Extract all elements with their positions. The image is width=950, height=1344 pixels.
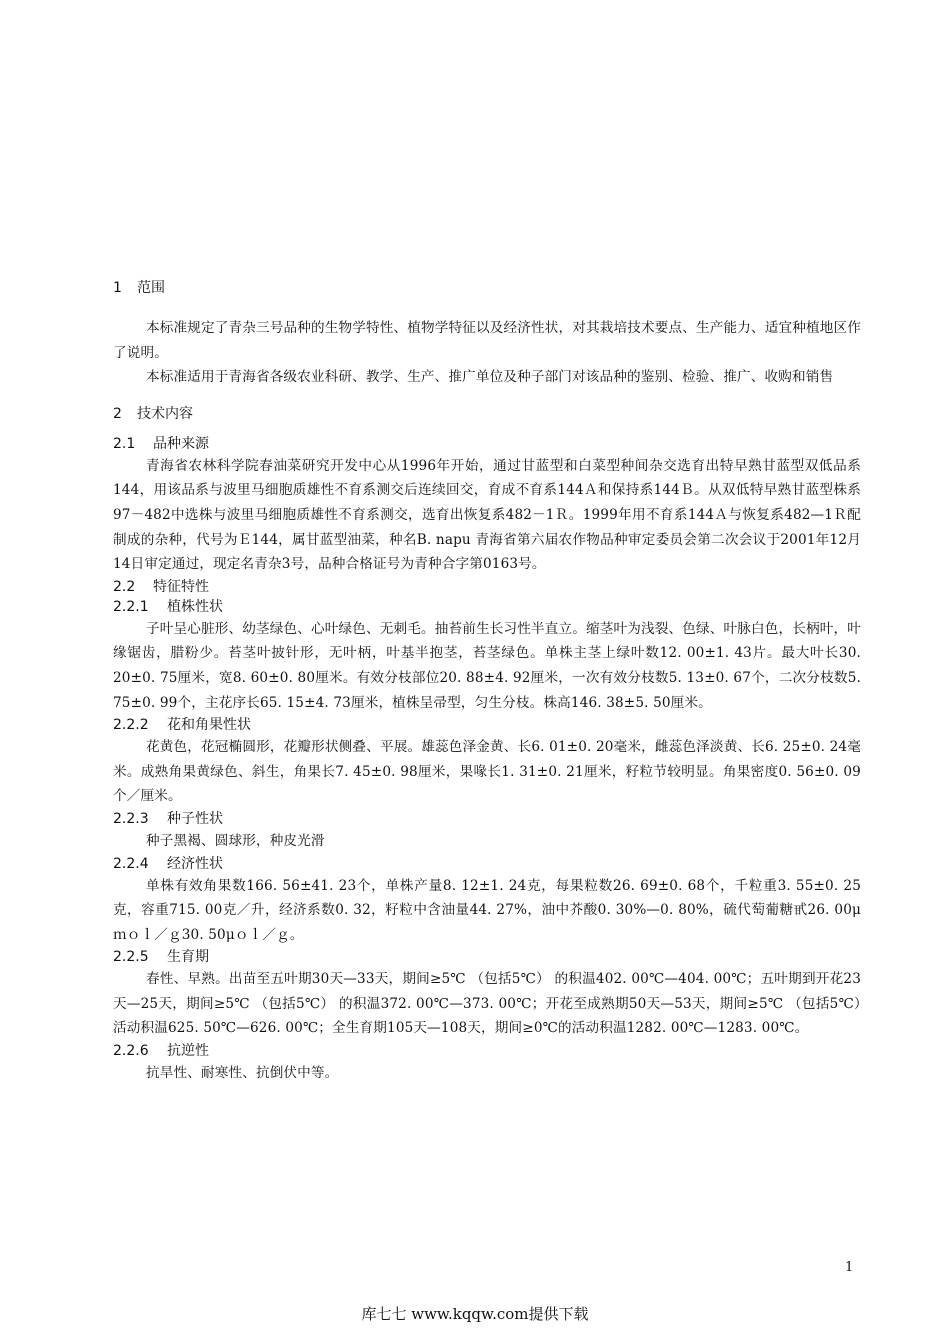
scope-paragraph-1: 本标准规定了青杂三号品种的生物学特性、植物学特征以及经济性状，对其栽培技术要点、生产能力、适宜种植地区作了说明。 — [113, 320, 861, 361]
item-title: 花和角果性状 — [167, 717, 251, 734]
item-title: 抗逆性 — [167, 1043, 209, 1060]
item-number: 2.2.1 — [113, 598, 149, 615]
section-number: 2 — [113, 405, 122, 422]
scope-paragraph-2: 本标准适用于青海省各级农业科研、教学、生产、推广单位及种子部门对该品种的鉴别、检验、推广、收购和销售 — [146, 369, 834, 386]
item-title: 经济性状 — [167, 855, 223, 872]
economic-paragraph: 单株有效角果数166. 56±41. 23个，单株产量8. 12±1. 24克，每果粒数26. 69±0. 68个，千粒重3. 55±0. 25克，容重715. 00克／升，经济系数0. 32，籽粒中含油量44. 27%，油中芥酸0. 30%—0. 80%，硫代萄葡糖甙26. 00μｍｏｌ／ｇ30. 50μｏｌ／ｇ。 — [113, 877, 861, 943]
seed-paragraph: 种子黑褐、圆球形，种皮光滑 — [146, 832, 325, 849]
growth-paragraph: 春性、早熟。出苗至五叶期30天—33天，期间≥5℃ （包括5℃） 的积温402. 00℃—404. 00℃；五叶期到开花23天—25天，期间≥5℃ （包括5℃） 的积温372. 00℃—373. 00℃；开花至成熟期50天—53天，期间≥5℃ （包括5℃）活动积温625. 50℃—626. 00℃；全生育期105天—108天，期间≥0℃的活动积温1282. 00℃—1283. 00℃。 — [113, 971, 861, 1037]
item-number: 2.2.5 — [113, 949, 149, 966]
item-title: 种子性状 — [167, 810, 223, 827]
subsection-title: 特征特性 — [153, 578, 209, 595]
subsection-number: 2.2 — [113, 578, 136, 595]
item-heading-economic — [113, 854, 861, 874]
section-title: 技术内容 — [137, 405, 193, 422]
origin-paragraph: 青海省农林科学院春油菜研究开发中心从1996年开始，通过甘蓝型和白菜型种间杂交选育出特早熟甘蓝型双低品系144，用该品系与波里马细胞质雄性不育系测交后连续回交，育成不育系144Ａ和保持系144Ｂ。从双低特早熟甘蓝型株系97－482中选株与波里马细胞质雄性不育系测交，选育出恢复系482－1Ｒ。1999年用不育系144Ａ与恢复系482—1Ｒ配制成的杂种，代号为Ｅ144，属甘蓝型油菜，种名B. napu 青海省第六届农作物品种审定委员会第二次会议于2001年12月14日审定通过，现定名青杂3号，品种合格证号为青种合字第0163号。 — [113, 457, 861, 573]
section-heading-technical — [113, 404, 861, 424]
section-number: 1 — [113, 280, 122, 296]
page-number: 1 — [845, 1260, 854, 1275]
item-number: 2.2.4 — [113, 855, 149, 872]
resistance-paragraph: 抗旱性、耐寒性、抗倒伏中等。 — [146, 1065, 339, 1082]
item-heading-resistance — [113, 1041, 861, 1061]
subsection-title: 品种来源 — [153, 435, 209, 452]
subsection-heading-origin — [113, 434, 861, 454]
document-body — [113, 278, 861, 1086]
item-number: 2.2.3 — [113, 810, 149, 827]
download-footer: 库七七 www.kqqw.com提供下载 — [361, 1305, 589, 1323]
item-heading-growth — [113, 947, 861, 967]
section-heading-scope — [113, 278, 861, 298]
item-title: 生育期 — [167, 949, 209, 966]
item-title: 植株性状 — [167, 598, 223, 615]
item-heading-plant — [113, 597, 861, 617]
item-heading-flower — [113, 715, 861, 735]
subsection-number: 2.1 — [113, 435, 136, 452]
item-number: 2.2.6 — [113, 1043, 149, 1060]
flower-paragraph: 花黄色，花冠椭圆形，花瓣形状侧叠、平展。雄蕊色泽金黄、长6. 01±0. 20毫米，雌蕊色泽淡黄、长6. 25±0. 24毫米。成熟角果黄绿色、斜生，角果长7. 45±0. 98厘米，果喙长1. 31±0. 21厘米，籽粒节较明显。角果密度0. 56±0. 09个／厘米。 — [113, 739, 861, 805]
subsection-heading-characteristics — [113, 577, 861, 597]
item-number: 2.2.2 — [113, 717, 149, 734]
plant-paragraph: 子叶呈心脏形、幼茎绿色、心叶绿色、无刺毛。抽苔前生长习性半直立。缩茎叶为浅裂、色绿、叶脉白色，长柄叶，叶缘锯齿，腊粉少。苔茎叶披针形，无叶柄，叶基半抱茎，苔茎绿色。单株主茎上绿叶数12. 00±1. 43片。最大叶长30. 20±0. 75厘米，宽8. 60±0. 80厘米。有效分枝部位20. 88±4. 92厘米，一次有效分枝数5. 13±0. 67个，二次分枝数5. 75±0. 99个，主花序长65. 15±4. 73厘米，植株呈帚型，匀生分枝。株高146. 38±5. 50厘米。 — [113, 620, 861, 711]
item-heading-seed — [113, 809, 861, 829]
section-title: 范围 — [137, 280, 165, 296]
